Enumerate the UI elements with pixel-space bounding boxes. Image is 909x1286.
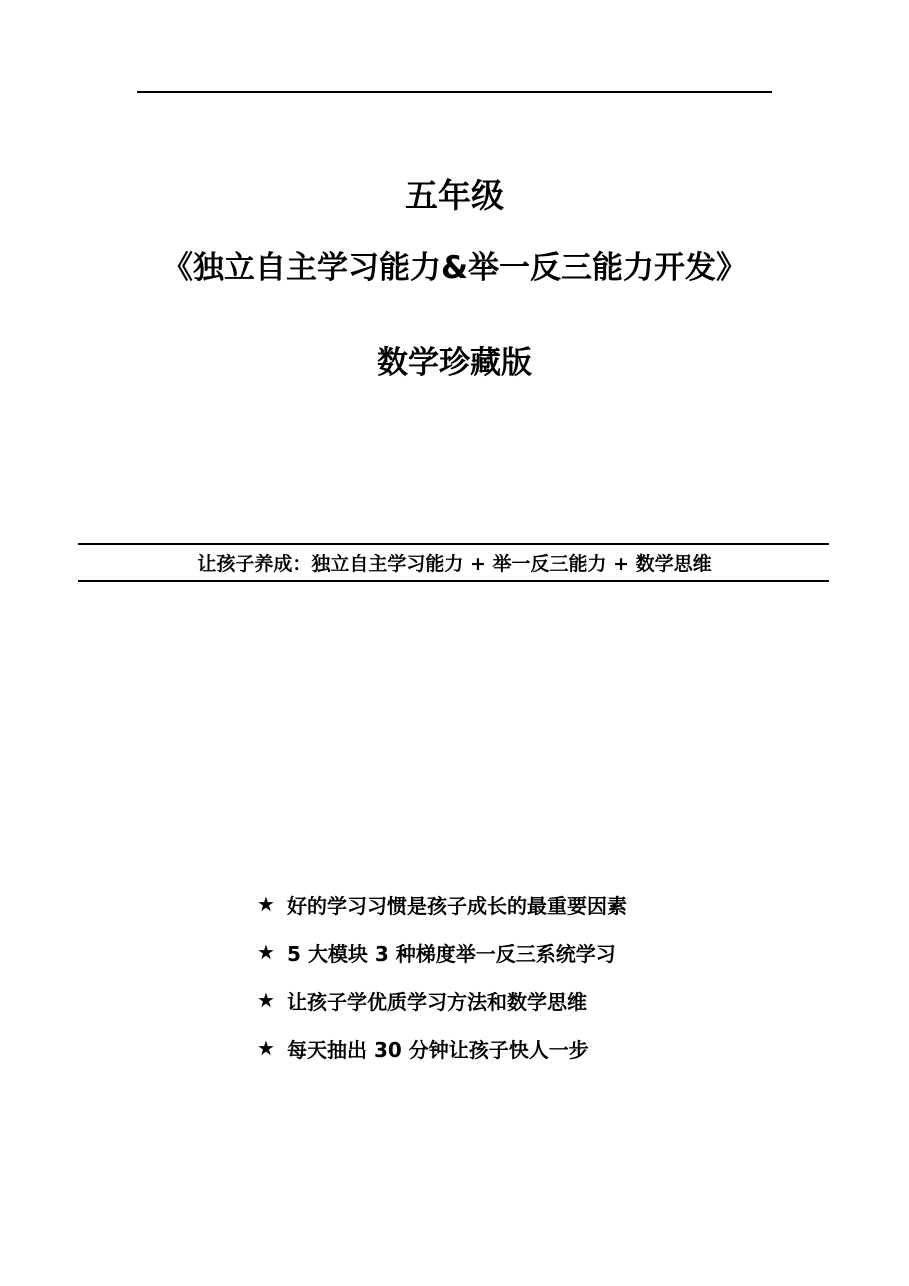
tagline-rule-top bbox=[78, 543, 829, 545]
list-item bbox=[257, 976, 627, 1024]
header-rule bbox=[137, 91, 772, 93]
tagline-rule-bottom bbox=[78, 580, 829, 582]
edition-subtitle: 数学珍藏版 bbox=[377, 345, 532, 381]
feature-text: 5 大模块 3 种梯度举一反三系统学习 bbox=[287, 941, 616, 966]
star-icon: ★ bbox=[257, 940, 275, 964]
tagline: 让孩子养成：独立自主学习能力 + 举一反三能力 + 数学思维 bbox=[197, 553, 712, 575]
star-icon: ★ bbox=[257, 1036, 275, 1060]
document-title: 《独立自主学习能力&举一反三能力开发》 bbox=[161, 250, 748, 286]
list-item bbox=[257, 1024, 627, 1072]
feature-text: 好的学习习惯是孩子成长的最重要因素 bbox=[287, 893, 627, 918]
list-item bbox=[257, 880, 627, 928]
star-icon: ★ bbox=[257, 892, 275, 916]
feature-text: 让孩子学优质学习方法和数学思维 bbox=[287, 989, 587, 1014]
star-icon: ★ bbox=[257, 988, 275, 1012]
feature-list bbox=[257, 880, 627, 1072]
grade-heading: 五年级 bbox=[405, 176, 504, 215]
list-item bbox=[257, 928, 627, 976]
feature-text: 每天抽出 30 分钟让孩子快人一步 bbox=[287, 1037, 589, 1062]
